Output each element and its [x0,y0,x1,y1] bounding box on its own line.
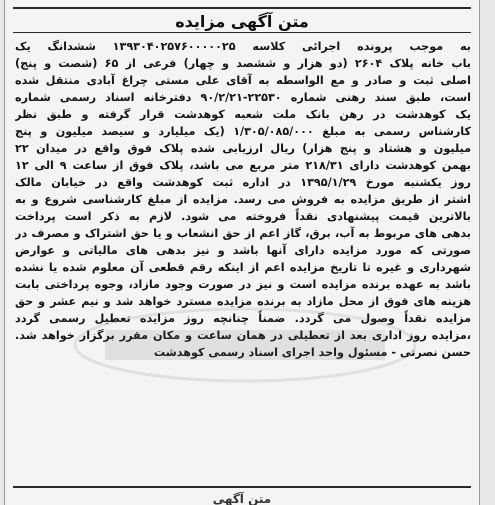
top-divider [13,7,471,9]
notice-line: بالاترین قیمت پیشنهادی نقداً فروخته می شود. لازم به ذکر است پرداخت [15,210,471,223]
notice-line: مزایده نقداً وصول می گردد. ضمناً چنانچه روز مزایده تعطیل رسمی گردد [15,312,471,325]
notice-line: کارشناس رسمی به مبلغ ۱/۳۰۵/۰۸۵/۰۰۰ (یک میلیارد و سیصد میلیون و پنج [15,125,471,138]
notice-line: اشتر از طریق مزایده به فروش می رسد. مزایده از مبلغ کارشناسی شروع و به [15,193,471,206]
notice-body [15,38,471,361]
notice-line: است، طبق سند رهنی شماره ۲۲۵۳۰-۹۰/۲/۲۱ دفترخانه اسناد رسمی شماره [15,91,471,104]
notice-line: ،مزایده روز اداری بعد از تعطیلی در همان ساعت و مکان مقرر برگزار خواهد شد. [15,329,471,342]
notice-line: بدهی های مربوط به آب، برق، گاز اعم از حق انشعاب و یا حق اشتراک و مصرف در [15,227,471,240]
title-divider [13,32,471,33]
notice-line: باشد به عهده برنده مزایده است و نیز در صورت وجود مازاد، وجوه پرداختی بابت [15,278,471,291]
notice-line: باب خانه پلاک ۲۶۰۴ (دو هزار و ششصد و چهار) فرعی از ۶۵ (شصت و پنج) [15,57,471,70]
next-notice-heading: متن آگهی [212,492,272,505]
notice-line: روز یکشنبه مورخ ۱۳۹۵/۱/۲۹ در اداره ثبت کوهدشت واقع در خیابان مالک [15,176,471,189]
notice-line: اصلی ثبت و صادر و مع الواسطه به آقای علی مستی چراغ آبادی منتقل شده [15,74,471,87]
notice-signature: حسن نصرتی - مسئول واحد اجرای اسناد رسمی کوهدشت [153,346,471,359]
notice-line: هزینه های فوق از محل مازاد به برنده مزایده مسترد خواهد شد و نیم عشر و حق [15,295,471,308]
notice-line: میلیون و هشتاد و پنج هزار) ریال ارزیابی شده پلاک فوق واقع در میدان ۲۲ [15,142,471,155]
notice-line: شهرداری و غیره تا تاریخ مزایده اعم از اینکه رقم قطعی آن معلوم شده یا نشده [15,261,471,274]
notice-title: متن آگهی مزایده [175,12,309,31]
bottom-divider [13,486,471,488]
notice-line: بهمن کوهدشت دارای ۲۱۸/۳۱ متر مربع می باشد، پلاک فوق از ساعت ۹ الی ۱۲ [15,159,471,172]
notice-panel [4,0,480,505]
notice-line: به موجب پرونده اجرائی کلاسه ۱۳۹۳۰۴۰۲۵۷۶۰۰۰۰۰۲۵ ششدانگ یک [15,40,471,53]
notice-line: یک کوهدشت در رهن بانک ملت شعبه کوهدشت قرار گرفته و طبق نظر [15,108,471,121]
notice-line: صورتی که مورد مزایده دارای آنها باشد و نیز بدهی های مالیاتی و عوارض [15,244,471,257]
